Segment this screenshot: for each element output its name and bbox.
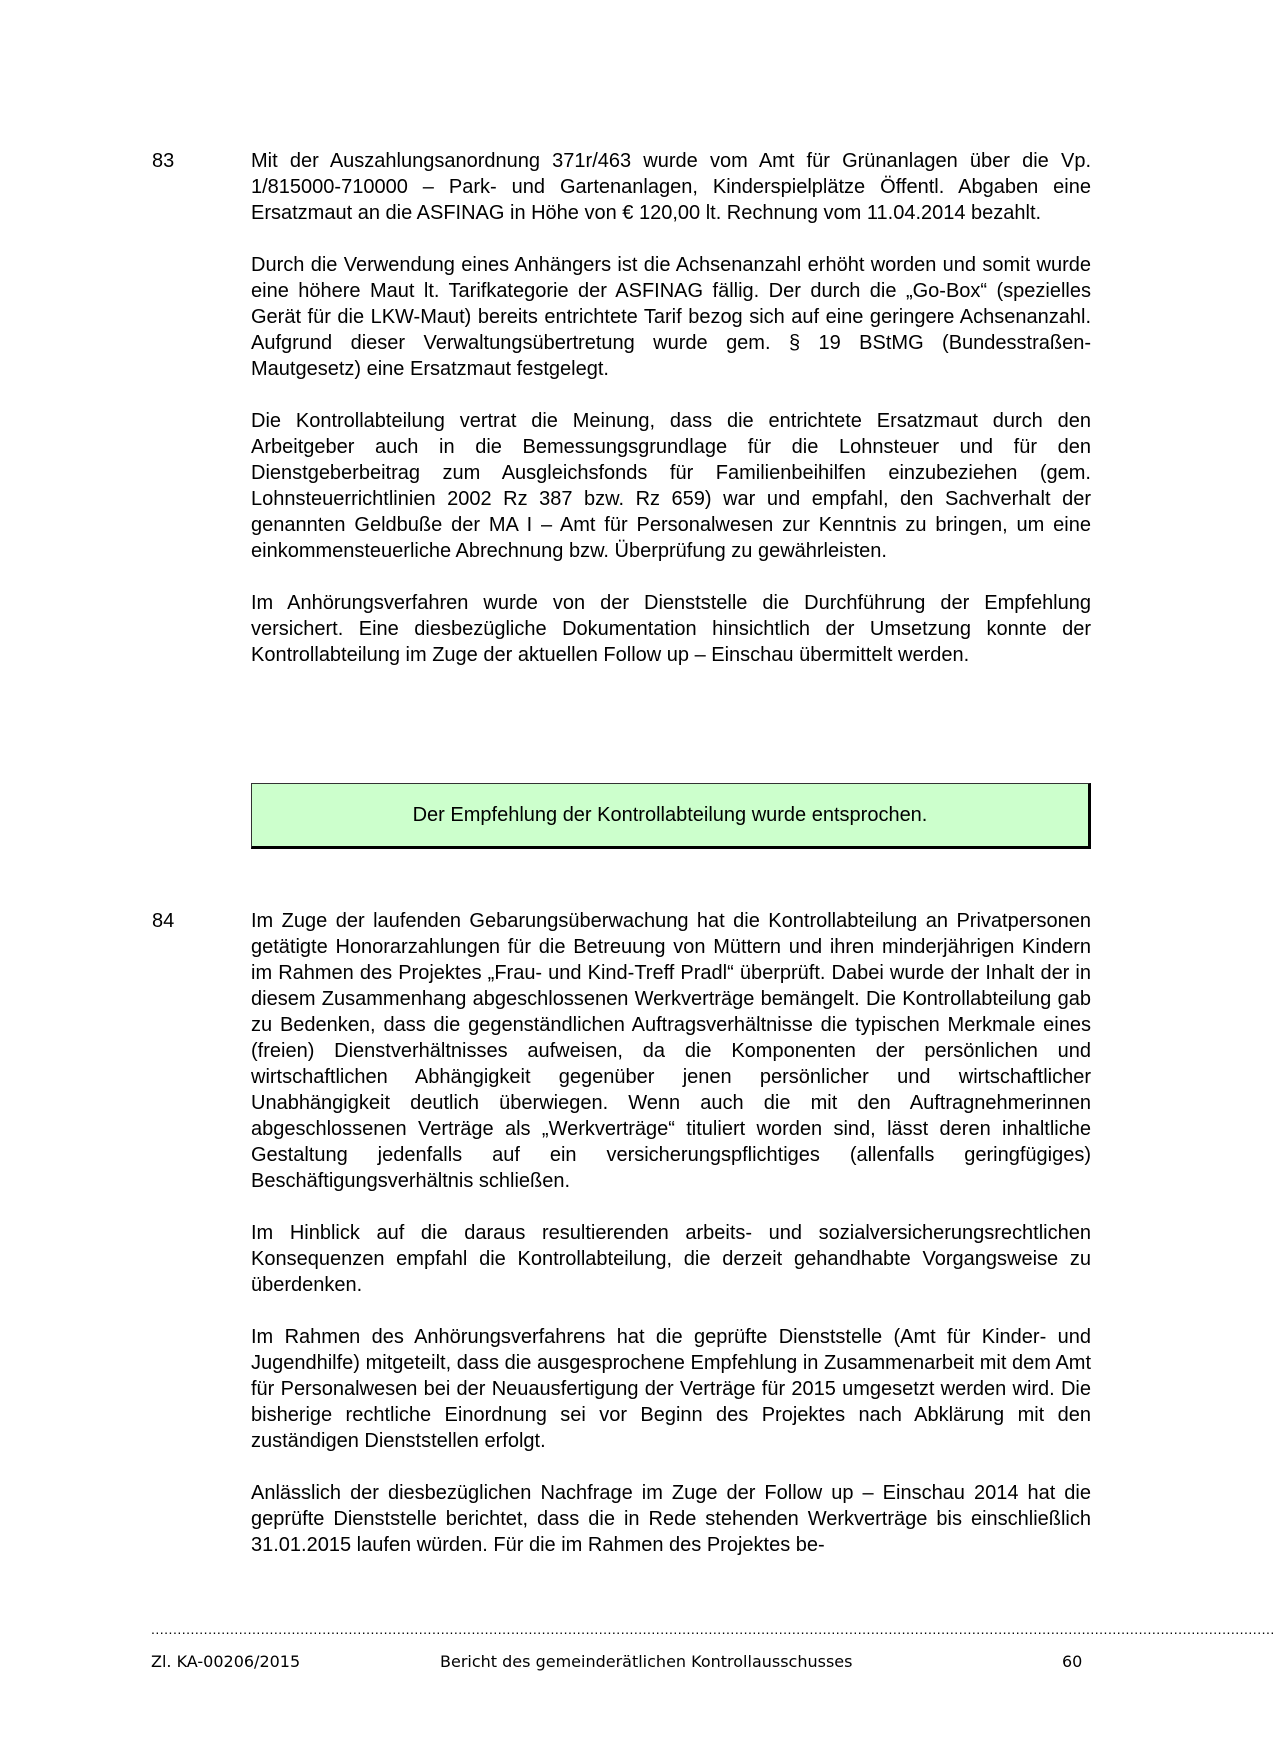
paragraph: Im Zuge der laufenden Gebarungsüberwachung hat die Kontrollabteilung an Privatpersonen getätigte Honorarzahlungen für die Betreuung von Müttern und ihren minderjährigen Kindern im Rahmen des Projektes „Frau- und Kind-Treff Pradl“ überprüft. Dabei wurde der Inhalt der in diesem Zusammenhang abgeschlossenen Werkverträge bemängelt. Die Kontrollabteilung gab zu Bedenken, dass die gegenständlichen Auftragsverhältnisse die typischen Merkmale eines (freien) Dienstverhältnisses aufweisen, da die Komponenten der persönlichen und wirtschaftlichen Abhängigkeit gegenüber jenen persönlicher und wirtschaftlicher Unabhängigkeit deutlich überwiegen. Wenn auch die mit den Auftragnehmerinnen abgeschlossenen Verträge als „Werkverträge“ tituliert worden sind, lässt deren inhaltliche Gestaltung jedenfalls auf ein versicherungspflichtiges (allenfalls geringfügiges) Beschäftigungsverhältnis schließen. xyxy=(251,910,1091,1192)
recommendation-status-box xyxy=(251,783,1091,849)
section-body xyxy=(251,908,1091,1558)
recommendation-status-text: Der Empfehlung der Kontrollabteilung wurde entsprochen. xyxy=(412,803,928,826)
footer-divider: ................................................................................................................................................................................................................................................................ xyxy=(151,1621,1275,1637)
section-number: 83 xyxy=(152,150,175,172)
footer-reference: Zl. KA-00206/2015 xyxy=(151,1652,301,1671)
page-number: 60 xyxy=(1062,1652,1083,1671)
footer-title: Bericht des gemeinderätlichen Kontrollausschusses xyxy=(440,1652,853,1671)
paragraph: Die Kontrollabteilung vertrat die Meinung, dass die entrichtete Ersatzmaut durch den Arbeitgeber auch in die Bemessungsgrundlage für die Lohnsteuer und für den Dienstgeberbeitrag zum Ausgleichsfonds für Familienbeihilfen einzubeziehen (gem. Lohnsteuerrichtlinien 2002 Rz 387 bzw. Rz 659) war und empfahl, den Sachverhalt der genannten Geldbuße der MA I – Amt für Personalwesen zur Kenntnis zu bringen, um eine einkommensteuerliche Abrechnung bzw. Überprüfung zu gewährleisten. xyxy=(251,410,1091,562)
section-body xyxy=(251,148,1091,668)
paragraph: Anlässlich der diesbezüglichen Nachfrage im Zuge der Follow up – Einschau 2014 hat die geprüfte Dienststelle berichtet, dass die in Rede stehenden Werkverträge bis einschließlich 31.01.2015 laufen würden. Für die im Rahmen des Projektes be- xyxy=(251,1482,1091,1556)
paragraph: Im Rahmen des Anhörungsverfahrens hat die geprüfte Dienststelle (Amt für Kinder- und Jugendhilfe) mitgeteilt, dass die ausgesprochene Empfehlung in Zusammenarbeit mit dem Amt für Personalwesen bei der Neuausfertigung der Verträge für 2015 umgesetzt werden wird. Die bisherige rechtliche Einordnung sei vor Beginn des Projektes nach Abklärung mit den zuständigen Dienststellen erfolgt. xyxy=(251,1326,1091,1452)
paragraph: Im Hinblick auf die daraus resultierenden arbeits- und sozialversicherungsrechtlichen Konsequenzen empfahl die Kontrollabteilung, die derzeit gehandhabte Vorgangsweise zu überdenken. xyxy=(251,1222,1091,1296)
section-number: 84 xyxy=(152,910,175,932)
paragraph: Durch die Verwendung eines Anhängers ist die Achsenanzahl erhöht worden und somit wurde eine höhere Maut lt. Tarifkategorie der ASFINAG fällig. Der durch die „Go-Box“ (spezielles Gerät für die LKW-Maut) bereits entrichtete Tarif bezog sich auf eine geringere Achsenanzahl. Aufgrund dieser Verwaltungsübertretung wurde gem. § 19 BStMG (Bundesstraßen-Mautgesetz) eine Ersatzmaut festgelegt. xyxy=(251,254,1091,380)
paragraph: Im Anhörungsverfahren wurde von der Dienststelle die Durchführung der Empfehlung versichert. Eine diesbezügliche Dokumentation hinsichtlich der Umsetzung konnte der Kontrollabteilung im Zuge der aktuellen Follow up – Einschau übermittelt werden. xyxy=(251,592,1091,666)
paragraph: Mit der Auszahlungsanordnung 371r/463 wurde vom Amt für Grünanlagen über die Vp. 1/815000-710000 – Park- und Gartenanlagen, Kinderspielplätze Öffentl. Abgaben eine Ersatzmaut an die ASFINAG in Höhe von € 120,00 lt. Rechnung vom 11.04.2014 bezahlt. xyxy=(251,150,1091,224)
